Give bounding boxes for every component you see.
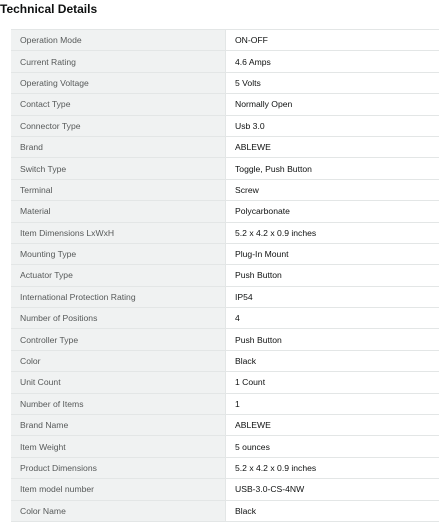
table-row <box>11 265 439 286</box>
row-label: Item model number <box>11 479 226 500</box>
table-row <box>11 308 439 329</box>
row-value: 4.6 Amps <box>226 51 439 72</box>
row-label: Unit Count <box>11 372 226 393</box>
row-label: Operating Voltage <box>11 72 226 93</box>
technical-details-body <box>11 30 439 522</box>
row-value: ABLEWE <box>226 136 439 157</box>
technical-details-table <box>11 29 439 522</box>
row-value: 5 ounces <box>226 436 439 457</box>
row-label: International Protection Rating <box>11 286 226 307</box>
row-value: 4 <box>226 308 439 329</box>
table-row <box>11 372 439 393</box>
row-value: 5 Volts <box>226 72 439 93</box>
row-label: Mounting Type <box>11 243 226 264</box>
row-label: Product Dimensions <box>11 457 226 478</box>
table-row <box>11 51 439 72</box>
row-value: Screw <box>226 179 439 200</box>
row-value: 5.2 x 4.2 x 0.9 inches <box>226 457 439 478</box>
row-label: Brand Name <box>11 415 226 436</box>
row-value: Black <box>226 350 439 371</box>
table-row <box>11 72 439 93</box>
row-label: Terminal <box>11 179 226 200</box>
row-label: Item Weight <box>11 436 226 457</box>
row-value: Toggle, Push Button <box>226 158 439 179</box>
row-label: Operation Mode <box>11 30 226 51</box>
table-row <box>11 115 439 136</box>
table-row <box>11 136 439 157</box>
row-label: Color Name <box>11 500 226 521</box>
row-label: Controller Type <box>11 329 226 350</box>
table-row <box>11 329 439 350</box>
row-label: Contact Type <box>11 94 226 115</box>
table-row <box>11 479 439 500</box>
table-row <box>11 94 439 115</box>
table-row <box>11 415 439 436</box>
row-label: Brand <box>11 136 226 157</box>
row-label: Item Dimensions LxWxH <box>11 222 226 243</box>
table-row <box>11 201 439 222</box>
table-row <box>11 179 439 200</box>
table-row <box>11 457 439 478</box>
table-row <box>11 158 439 179</box>
row-value: USB-3.0-CS-4NW <box>226 479 439 500</box>
row-label: Number of Items <box>11 393 226 414</box>
table-row <box>11 393 439 414</box>
section-title: Technical Details <box>0 2 98 16</box>
row-label: Material <box>11 201 226 222</box>
row-value: Polycarbonate <box>226 201 439 222</box>
table-row <box>11 500 439 521</box>
row-value: 1 Count <box>226 372 439 393</box>
table-row <box>11 350 439 371</box>
row-value: ABLEWE <box>226 415 439 436</box>
table-row <box>11 222 439 243</box>
row-label: Current Rating <box>11 51 226 72</box>
row-value: 1 <box>226 393 439 414</box>
row-value: 5.2 x 4.2 x 0.9 inches <box>226 222 439 243</box>
row-label: Actuator Type <box>11 265 226 286</box>
row-value: Normally Open <box>226 94 439 115</box>
row-value: Push Button <box>226 265 439 286</box>
row-value: Plug-In Mount <box>226 243 439 264</box>
row-label: Connector Type <box>11 115 226 136</box>
row-value: ON-OFF <box>226 30 439 51</box>
table-row <box>11 30 439 51</box>
row-label: Switch Type <box>11 158 226 179</box>
table-row <box>11 286 439 307</box>
row-value: Black <box>226 500 439 521</box>
row-value: IP54 <box>226 286 439 307</box>
row-label: Color <box>11 350 226 371</box>
table-row <box>11 436 439 457</box>
row-value: Usb 3.0 <box>226 115 439 136</box>
table-row <box>11 243 439 264</box>
row-label: Number of Positions <box>11 308 226 329</box>
row-value: Push Button <box>226 329 439 350</box>
